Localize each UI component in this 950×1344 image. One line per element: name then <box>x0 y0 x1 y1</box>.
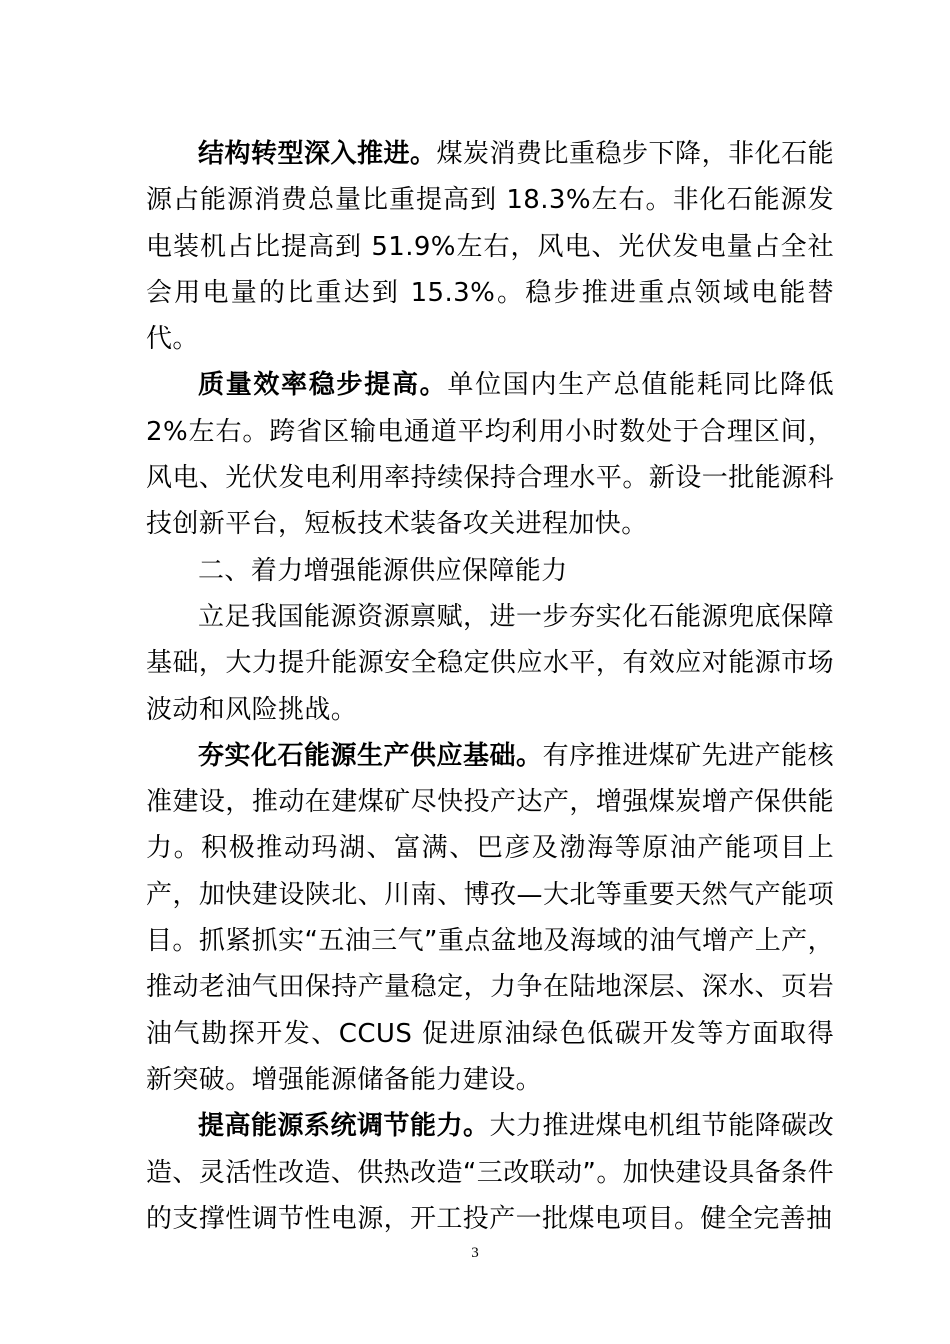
paragraph-text: 煤炭消费比重稳步下降，非化石能源占能源消费总量比重提高到 18.3%左右。非化石能源发电装机占比提高到 51.9%左右，风电、光伏发电量占全社会用电量的比重达到 15.3%。稳步推进重点领域电能替代。 <box>146 139 834 355</box>
section-heading-text: 二、着力增强能源供应保障能力 <box>198 555 568 586</box>
paragraph-intro <box>146 594 834 733</box>
paragraph-lead: 夯实化石能源生产供应基础。 <box>198 740 543 771</box>
paragraph-text: 有序推进煤矿先进产能核准建设，推动在建煤矿尽快投产达产，增强煤炭增产保供能力。积极推动玛湖、富满、巴彦及渤海等原油产能项目上产，加快建设陕北、川南、博孜—大北等重要天然气产能项目。抓紧抓实“五油三气”重点盆地及海域的油气增产上产，推动老油气田保持产量稳定，力争在陆地深层、深水、页岩油气勘探开发、CCUS 促进原油绿色低碳开发等方面取得新突破。增强能源储备能力建设。 <box>146 740 835 1095</box>
paragraph-text: 大力推进煤电机组节能降碳改造、灵活性改造、供热改造“三改联动”。加快建设具备条件的支撑性调节性电源，开工投产一批煤电项目。健全完善抽 <box>146 1111 834 1234</box>
paragraph-system-regulation <box>146 1103 834 1242</box>
page-number: 3 <box>471 1245 479 1261</box>
paragraph-quality-efficiency <box>146 362 834 547</box>
paragraph-fossil-supply <box>146 733 834 1103</box>
section-heading <box>146 548 834 594</box>
paragraph-structure-transition <box>146 131 834 362</box>
paragraph-lead: 质量效率稳步提高。 <box>198 370 448 401</box>
document-body <box>146 131 834 1242</box>
paragraph-text: 立足我国能源资源禀赋，进一步夯实化石能源兜底保障基础，大力提升能源安全稳定供应水平，有效应对能源市场波动和风险挑战。 <box>146 601 834 725</box>
paragraph-text: 单位国内生产总值能耗同比降低 2%左右。跨省区输电通道平均利用小时数处于合理区间，风电、光伏发电利用率持续保持合理水平。新设一批能源科技创新平台，短板技术装备攻关进程加快。 <box>146 370 834 540</box>
paragraph-lead: 提高能源系统调节能力。 <box>198 1111 490 1142</box>
paragraph-lead: 结构转型深入推进。 <box>198 139 437 169</box>
